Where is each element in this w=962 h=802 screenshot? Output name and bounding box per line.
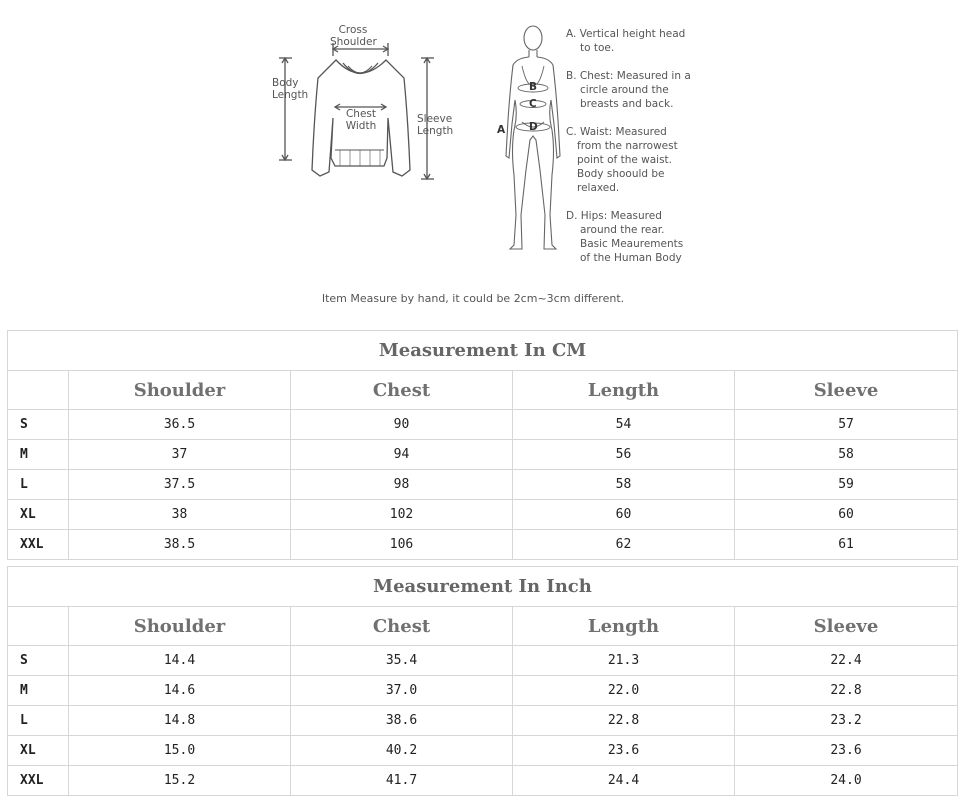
table-header-row (8, 607, 958, 646)
chest-value: 35.4 (291, 646, 513, 676)
header-length: Length (513, 371, 735, 410)
size-table-inch (7, 566, 958, 796)
table-row (8, 676, 958, 706)
body-sketch (0, 0, 962, 300)
length-value: 56 (513, 440, 735, 470)
sleeve-value: 24.0 (735, 766, 958, 796)
table-row (8, 410, 958, 440)
shoulder-value: 37 (69, 440, 291, 470)
shoulder-value: 15.0 (69, 736, 291, 766)
sleeve-value: 23.6 (735, 736, 958, 766)
description-a: A. Vertical height head to toe. (566, 28, 686, 54)
header-cell (8, 607, 69, 646)
size-label: XXL (8, 766, 69, 796)
shoulder-value: 37.5 (69, 470, 291, 500)
length-value: 62 (513, 530, 735, 560)
size-label: XL (8, 500, 69, 530)
size-label: XXL (8, 530, 69, 560)
sleeve-value: 22.8 (735, 676, 958, 706)
size-label: L (8, 706, 69, 736)
header-length: Length (513, 607, 735, 646)
header-cell (8, 371, 69, 410)
header-shoulder: Shoulder (69, 371, 291, 410)
shoulder-value: 15.2 (69, 766, 291, 796)
sleeve-value: 58 (735, 440, 958, 470)
description-c: C. Waist: Measured from the narrowest point of the waist. Body shoould be relaxed. (566, 126, 678, 194)
length-value: 21.3 (513, 646, 735, 676)
description-d: D. Hips: Measured around the rear. Basic Meaurements of the Human Body (566, 210, 684, 264)
sleeve-value: 59 (735, 470, 958, 500)
chest-width-label: Chest Width (345, 108, 377, 132)
table-row (8, 440, 958, 470)
chest-value: 41.7 (291, 766, 513, 796)
letter-c: C (529, 98, 537, 110)
letter-a: A (497, 124, 506, 136)
length-value: 22.0 (513, 676, 735, 706)
measurement-diagram (0, 0, 962, 320)
table-row (8, 530, 958, 560)
chest-value: 102 (291, 500, 513, 530)
table-header-row (8, 371, 958, 410)
letter-b: B (529, 81, 538, 93)
shoulder-value: 14.8 (69, 706, 291, 736)
chest-value: 90 (291, 410, 513, 440)
table-title-row (8, 331, 958, 371)
table-row (8, 736, 958, 766)
size-label: S (8, 410, 69, 440)
size-label: L (8, 470, 69, 500)
sleeve-value: 61 (735, 530, 958, 560)
table-row (8, 766, 958, 796)
sleeve-value: 60 (735, 500, 958, 530)
sleeve-value: 57 (735, 410, 958, 440)
length-value: 23.6 (513, 736, 735, 766)
table-row (8, 646, 958, 676)
cross-shoulder-label: Cross Shoulder (330, 24, 377, 48)
header-shoulder: Shoulder (69, 607, 291, 646)
size-label: XL (8, 736, 69, 766)
length-value: 60 (513, 500, 735, 530)
length-value: 58 (513, 470, 735, 500)
shoulder-value: 14.6 (69, 676, 291, 706)
header-sleeve: Sleeve (735, 371, 958, 410)
size-table-cm (7, 330, 958, 560)
shoulder-value: 38.5 (69, 530, 291, 560)
header-chest: Chest (291, 607, 513, 646)
length-value: 22.8 (513, 706, 735, 736)
shoulder-value: 14.4 (69, 646, 291, 676)
chest-value: 37.0 (291, 676, 513, 706)
table-title-row (8, 567, 958, 607)
table-title: Measurement In Inch (8, 567, 958, 607)
length-value: 54 (513, 410, 735, 440)
description-b: B. Chest: Measured in a circle around the breasts and back. (566, 70, 691, 110)
size-label: M (8, 440, 69, 470)
shoulder-value: 38 (69, 500, 291, 530)
size-label: S (8, 646, 69, 676)
chest-value: 94 (291, 440, 513, 470)
sleeve-length-label: Sleeve Length (417, 113, 454, 137)
sleeve-value: 23.2 (735, 706, 958, 736)
chest-value: 40.2 (291, 736, 513, 766)
length-value: 24.4 (513, 766, 735, 796)
table-row (8, 470, 958, 500)
header-chest: Chest (291, 371, 513, 410)
measurement-note: Item Measure by hand, it could be 2cm~3cm different. (321, 292, 625, 305)
letter-d: D (529, 121, 538, 133)
table-row (8, 706, 958, 736)
chest-value: 38.6 (291, 706, 513, 736)
chest-value: 98 (291, 470, 513, 500)
table-row (8, 500, 958, 530)
sleeve-value: 22.4 (735, 646, 958, 676)
table-title: Measurement In CM (8, 331, 958, 371)
body-length-label: Body Length (272, 77, 309, 101)
shoulder-value: 36.5 (69, 410, 291, 440)
size-label: M (8, 676, 69, 706)
chest-value: 106 (291, 530, 513, 560)
header-sleeve: Sleeve (735, 607, 958, 646)
